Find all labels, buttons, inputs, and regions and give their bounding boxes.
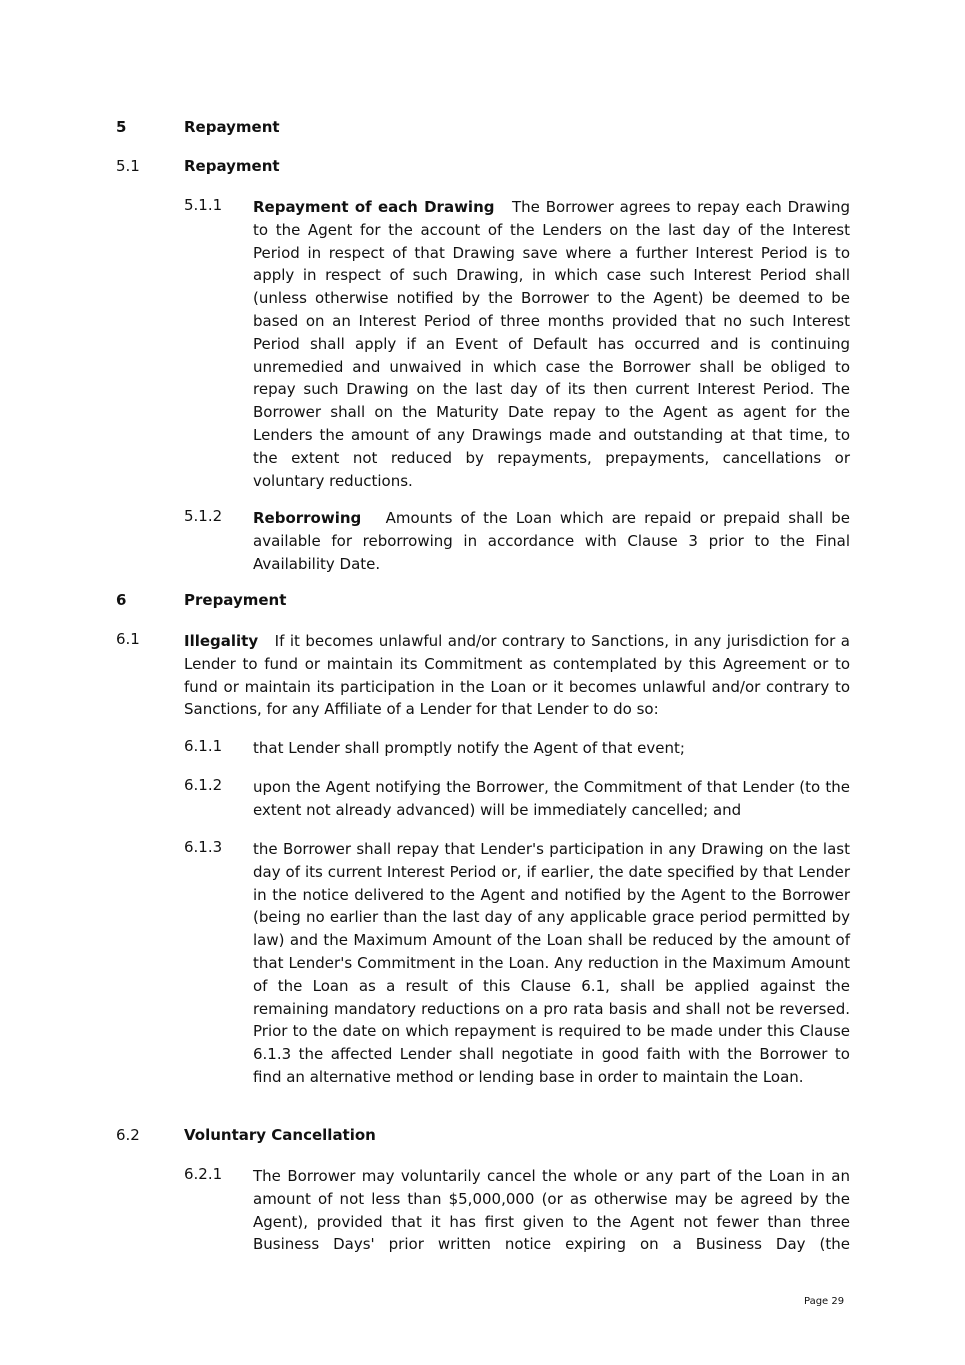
clause-6-1-1-text: that Lender shall promptly notify the Agent of that event; — [253, 739, 685, 757]
clause-5-1-2-heading: Reborrowing — [253, 509, 362, 527]
section-6-1-paragraph — [184, 630, 850, 721]
section-5-1-title: Repayment — [184, 157, 280, 175]
page-number: Page 29 — [804, 1296, 845, 1307]
section-6-2-number: 6.2 — [116, 1126, 140, 1144]
section-6-number: 6 — [116, 591, 127, 609]
clause-5-1-1-text: The Borrower agrees to repay each Drawing to the Agent for the account of the Lenders on the last day of the Interest Period in respect of that Drawing save where a further Interest Period is to apply in respect of such Drawing, in which case such Interest Period shall (unless otherwise notified by the Borrower to the Agent) be deemed to be based on an Interest Period of three months provided that no such Interest Period shall apply if an Event of Default has occurred and is continuing unremedied and unwaived in which case the Borrower shall be obliged to repay such Drawing on the last day of its then current Interest Period. The Borrower shall on the Maturity Date repay to the Agent as agent for the Lenders the amount of any Drawings made and outstanding at that time, to the extent not reduced by repayments, prepayments, cancellations or voluntary reductions. — [253, 198, 850, 490]
section-5-number: 5 — [116, 118, 127, 136]
clause-6-1-1-number: 6.1.1 — [184, 737, 223, 755]
clause-5-1-2-text: Amounts of the Loan which are repaid or prepaid shall be available for reborrowing in accordance with Clause 3 prior to the Final Availability Date. — [253, 509, 850, 573]
section-5-title: Repayment — [184, 118, 280, 136]
clause-6-2-1-number: 6.2.1 — [184, 1165, 223, 1183]
clause-5-1-2-paragraph — [253, 507, 850, 575]
section-6-1-heading: Illegality — [184, 632, 259, 650]
clause-5-1-2-number: 5.1.2 — [184, 507, 223, 525]
clause-6-1-3-text: the Borrower shall repay that Lender's participation in any Drawing on the last day of its current Interest Period or, if earlier, the date specified by that Lender in the notice delivered to the Agent and notified by the Agent to the Borrower (being no earlier than the last day of any applicable grace period permitted by law) and the Maximum Amount of the Loan shall be reduced by the amount of that Lender's Commitment in the Loan. Any reduction in the Maximum Amount of the Loan as a result of this Clause 6.1, shall be applied against the remaining mandatory reductions on a pro rata basis and shall not be reversed. Prior to the date on which repayment is required to be made under this Clause 6.1.3 the affected Lender shall negotiate in good faith with the Borrower to find an alternative method or lending base in order to maintain the Loan. — [253, 840, 850, 1086]
section-6-2-title: Voluntary Cancellation — [184, 1126, 376, 1144]
section-5-1-number: 5.1 — [116, 157, 140, 175]
clause-6-1-2-number: 6.1.2 — [184, 776, 223, 794]
clause-5-1-1-paragraph — [253, 196, 850, 492]
section-6-1-text: If it becomes unlawful and/or contrary to Sanctions, in any jurisdiction for a Lender to fund or maintain its Commitment as contemplated by this Agreement or to fund or maintain its participation in the Loan or it becomes unlawful and/or contrary to Sanctions, for any Affiliate of a Lender for that Lender to do so: — [184, 632, 850, 719]
clause-5-1-1-number: 5.1.1 — [184, 196, 223, 214]
section-6-1-number: 6.1 — [116, 630, 140, 648]
clause-6-1-2-text: upon the Agent notifying the Borrower, the Commitment of that Lender (to the extent not already advanced) will be immediately cancelled; and — [253, 778, 850, 819]
clause-5-1-1-heading: Repayment of each Drawing — [253, 198, 495, 216]
clause-6-2-1-text: The Borrower may voluntarily cancel the whole or any part of the Loan in an amount of not less than $5,000,000 (or as otherwise may be agreed by the Agent), provided that it has first given to the Agent not fewer than three Business Days' prior written notice expiring on a Business Day (the — [253, 1167, 850, 1254]
clause-6-1-3-number: 6.1.3 — [184, 838, 223, 856]
section-6-title: Prepayment — [184, 591, 287, 609]
